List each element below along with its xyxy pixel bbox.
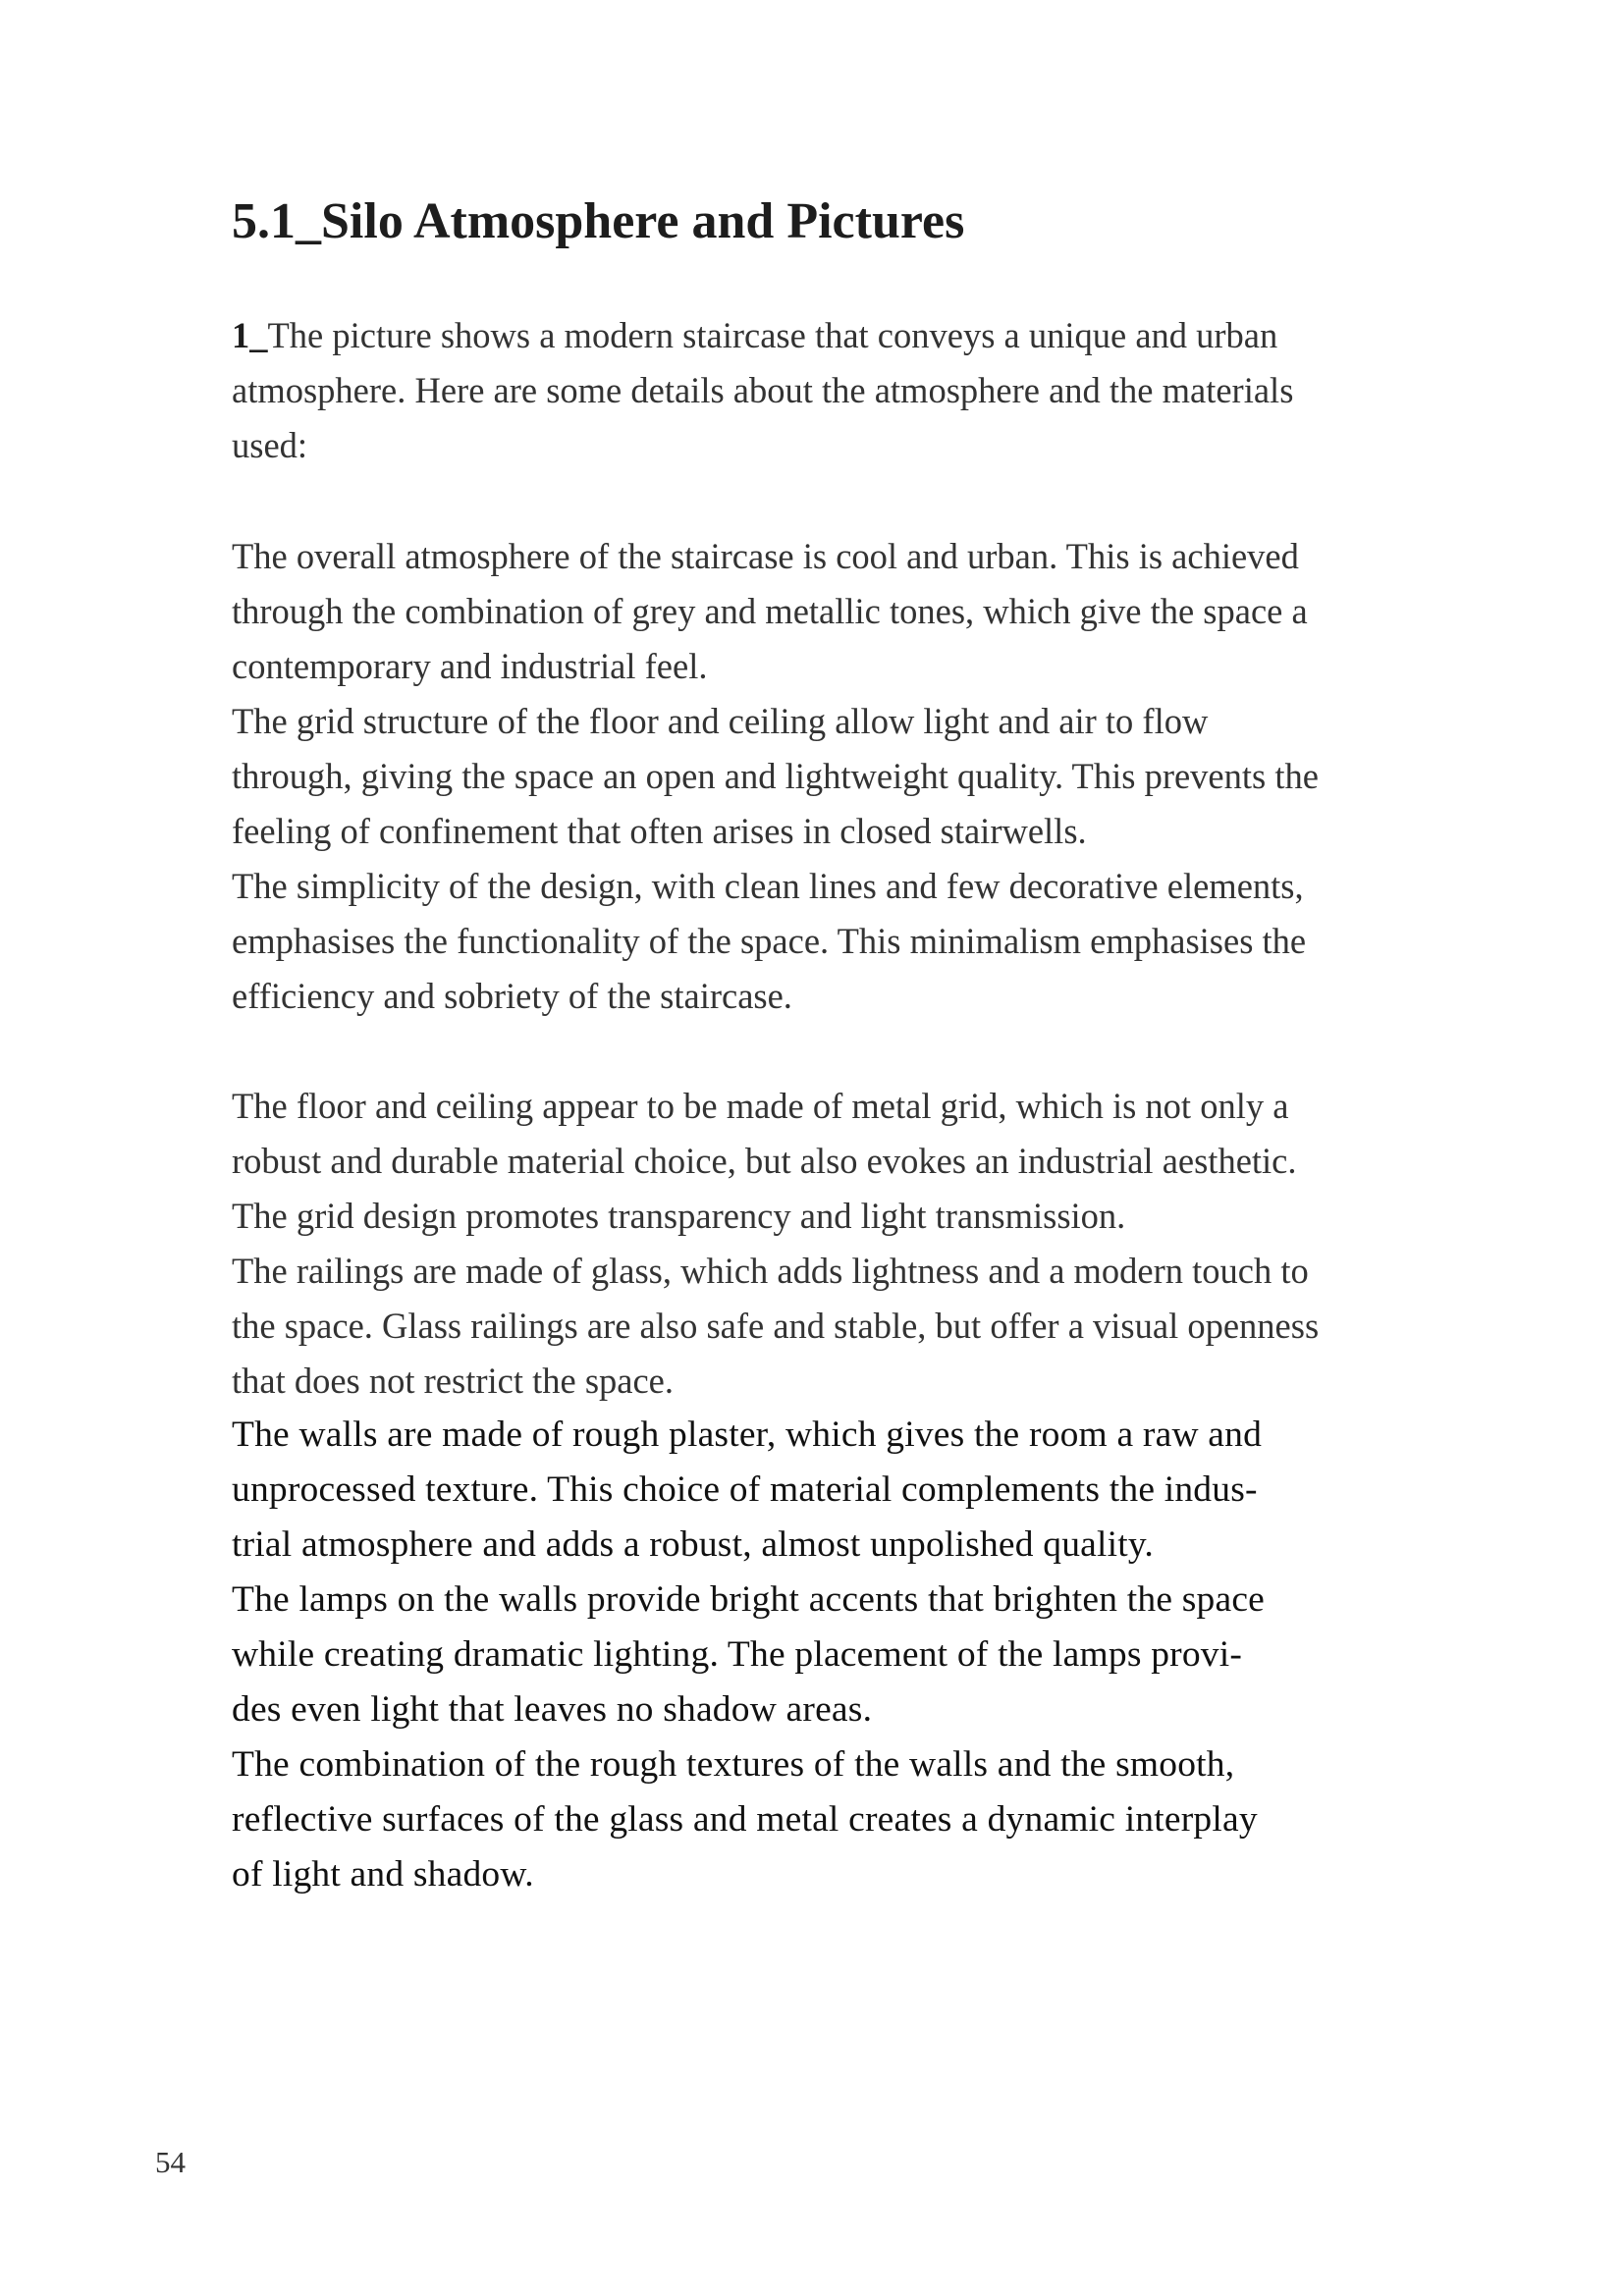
walls-line: reflective surfaces of the glass and metal creates a dynamic interplay [232, 1799, 1258, 1840]
walls-line: The lamps on the walls provide bright accents that brighten the space [232, 1579, 1266, 1620]
walls-line: des even light that leaves no shadow areas. [232, 1689, 873, 1730]
atmosphere-line: The overall atmosphere of the staircase is cool and urban. This is achieved [232, 536, 1299, 576]
atmosphere-line: through the combination of grey and metallic tones, which give the space a [232, 591, 1308, 631]
atmosphere-line: contemporary and industrial feel. [232, 646, 708, 686]
walls-line: trial atmosphere and adds a robust, almost unpolished quality. [232, 1524, 1154, 1565]
materials-line: The railings are made of glass, which adds lightness and a modern touch to [232, 1251, 1309, 1291]
materials-line: that does not restrict the space. [232, 1361, 675, 1401]
walls-line: of light and shadow. [232, 1854, 534, 1895]
atmosphere-line: through, giving the space an open and lightweight quality. This prevents the [232, 756, 1319, 796]
materials-line: robust and durable material choice, but also evokes an industrial aesthetic. [232, 1141, 1297, 1181]
materials-line: the space. Glass railings are also safe and stable, but offer a visual openness [232, 1306, 1320, 1346]
intro-marker: 1_ [232, 315, 268, 355]
materials-line: The grid design promotes transparency and light transmission. [232, 1196, 1126, 1236]
atmosphere-line: The grid structure of the floor and ceiling allow light and air to flow [232, 701, 1209, 741]
atmosphere-line: efficiency and sobriety of the staircase. [232, 976, 792, 1016]
intro-line: used: [232, 425, 308, 465]
atmosphere-line: emphasises the functionality of the space. This minimalism emphasises the [232, 921, 1307, 961]
section-title: 5.1_Silo Atmosphere and Pictures [232, 193, 965, 249]
materials-line: The floor and ceiling appear to be made of metal grid, which is not only a [232, 1086, 1289, 1126]
atmosphere-line: The simplicity of the design, with clean lines and few decorative elements, [232, 866, 1304, 906]
intro-line: 1_The picture shows a modern staircase that conveys a unique and urban [232, 315, 1278, 355]
atmosphere-line: feeling of confinement that often arises in closed stairwells. [232, 811, 1087, 851]
walls-line: unprocessed texture. This choice of material complements the indus- [232, 1469, 1258, 1510]
page-number: 54 [155, 2145, 186, 2179]
walls-line: while creating dramatic lighting. The placement of the lamps provi- [232, 1634, 1243, 1675]
walls-line: The walls are made of rough plaster, which gives the room a raw and [232, 1415, 1263, 1455]
intro-line: atmosphere. Here are some details about the atmosphere and the materials [232, 370, 1294, 410]
walls-line: The combination of the rough textures of the walls and the smooth, [232, 1744, 1235, 1785]
